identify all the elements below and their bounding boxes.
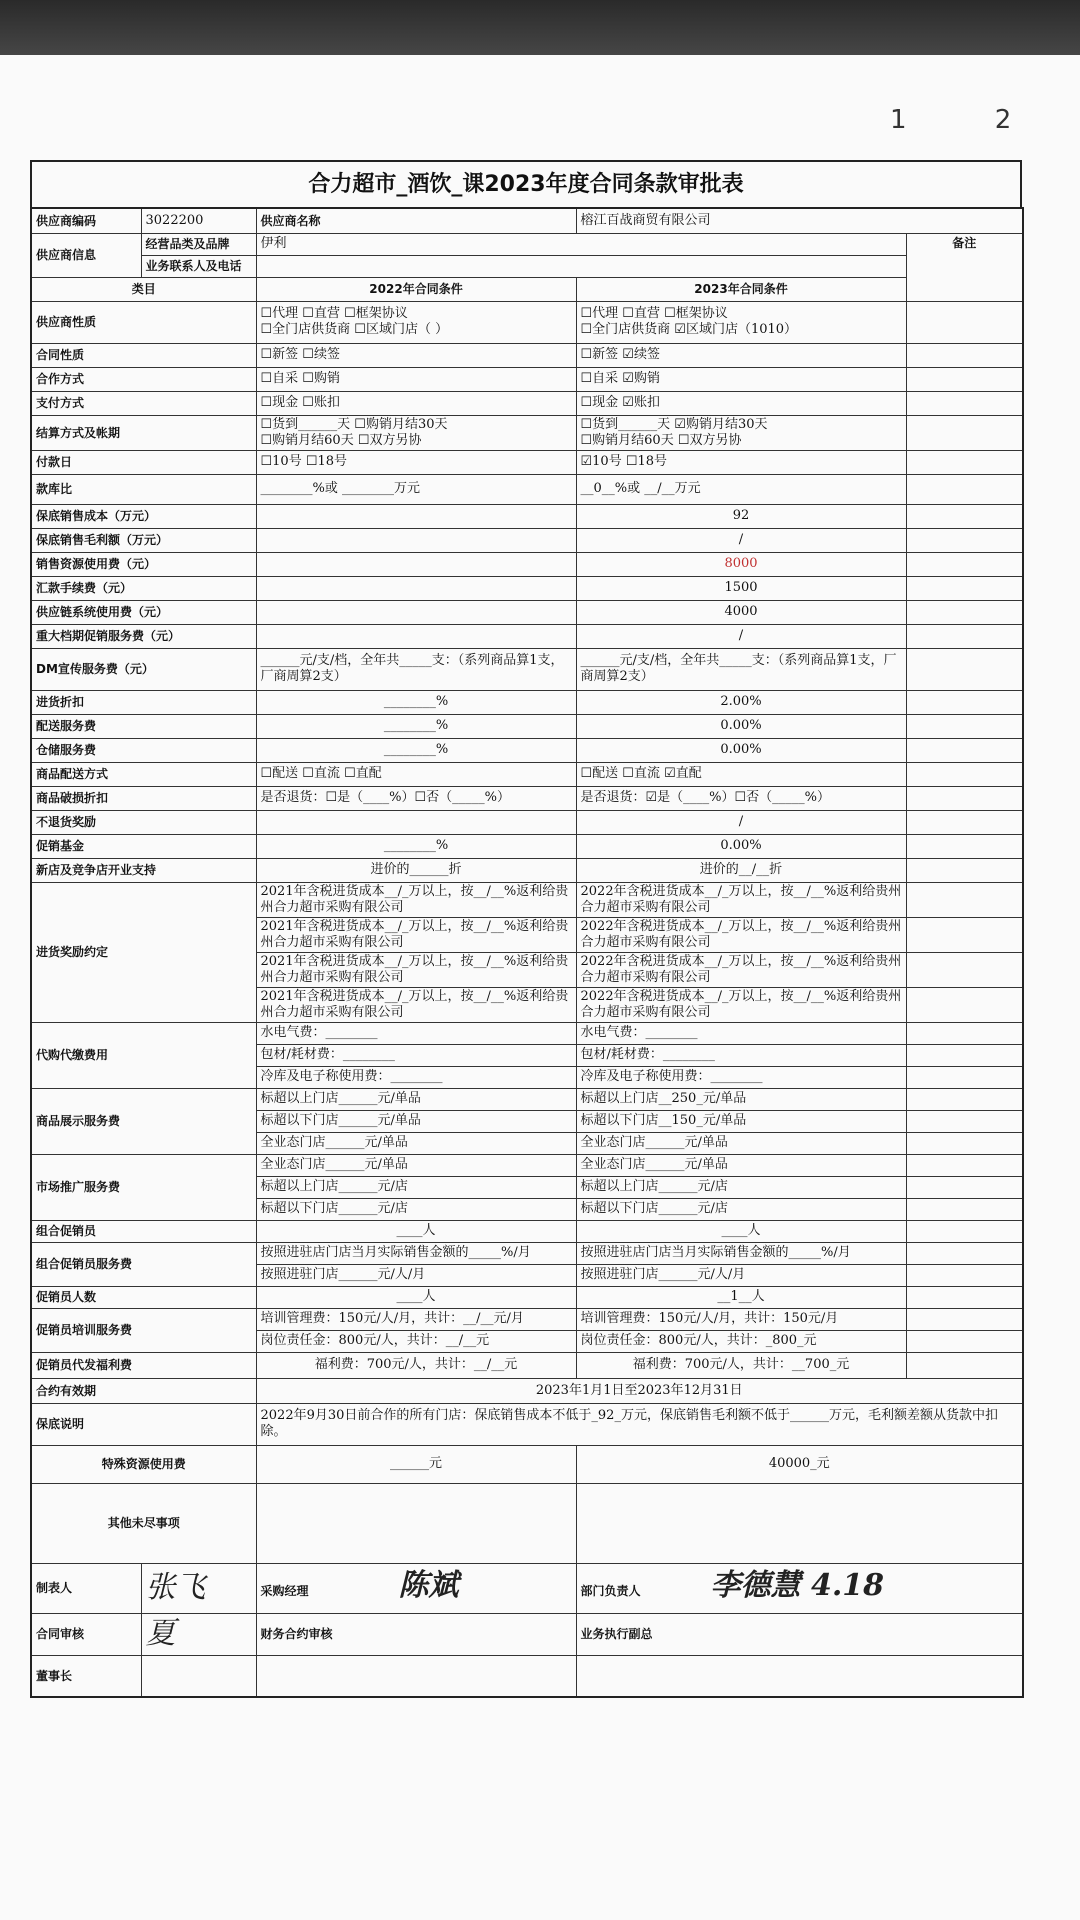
guarantee-label: 保底说明 [31, 1403, 256, 1445]
term-2023-value: ☐代理 ☐直营 ☐框架协议 ☐全门店供货商 ☑区域门店（1010） [576, 301, 906, 343]
term-remark [906, 1110, 1023, 1132]
term-remark [906, 391, 1023, 415]
market-label: 市场推广服务费 [31, 1154, 256, 1220]
promoter-v2023-line: ____人 [576, 1220, 906, 1242]
term-remark [906, 528, 1023, 552]
term-remark [906, 367, 1023, 391]
welfare-v2022-line: 福利费：700元/人，共计：__/__元 [256, 1352, 576, 1378]
column-2023: 2023年合同条件 [576, 277, 906, 301]
training-row [31, 1308, 1023, 1330]
term-2023-value: ☑10号 ☐18号 [576, 450, 906, 474]
display-v2023-line: 全业态门店______元/单品 [576, 1132, 906, 1154]
term-remark [906, 987, 1023, 1022]
chairman-blank-2 [576, 1655, 1023, 1697]
term-2023-value: 0.00% [576, 834, 906, 858]
term-2022-value: ☐新签 ☐续签 [256, 343, 576, 367]
promoter_count-v2023-line: __1__人 [576, 1286, 906, 1308]
term-2023-value: ☐配送 ☐直流 ☑直配 [576, 762, 906, 786]
term-remark [906, 738, 1023, 762]
promoter_count-label: 促销员人数 [31, 1286, 256, 1308]
display-v2022-line: 全业态门店______元/单品 [256, 1132, 576, 1154]
supplier-name-label: 供应商名称 [256, 208, 576, 233]
term-remark [906, 1022, 1023, 1044]
term-row [31, 528, 1023, 552]
agency-v2023-line: 包材/耗材费：________ [576, 1044, 906, 1066]
display-row [31, 1088, 1023, 1110]
term-2023-value: ______元/支/档，全年共_____支：（系列商品算1支，厂商周算2支） [576, 648, 906, 690]
term-remark [906, 474, 1023, 504]
term-remark [906, 1286, 1023, 1308]
term-remark [906, 1132, 1023, 1154]
term-2023-value: 是否退货：☑是（____%）☐否（_____%） [576, 786, 906, 810]
agency-v2022-line: 水电气费：________ [256, 1022, 576, 1044]
other-matters-2023 [576, 1483, 1023, 1563]
term-row [31, 834, 1023, 858]
term-label: 进货折扣 [31, 690, 256, 714]
term-remark [906, 415, 1023, 450]
term-2023-value: ☐货到______天 ☑购销月结30天 ☐购销月结60天 ☐双方另协 [576, 415, 906, 450]
training-v2023-line: 培训管理费：150元/人/月，共计：150元/月 [576, 1308, 906, 1330]
promoter_fee-v2022-line: 按照进驻店门店当月实际销售金额的_____%/月 [256, 1242, 576, 1264]
column-item: 类目 [31, 277, 256, 301]
term-2023-value: 1500 [576, 576, 906, 600]
vp-label: 业务执行副总 [576, 1613, 1023, 1655]
term-remark [906, 1242, 1023, 1264]
term-remark [906, 917, 1023, 952]
term-row [31, 762, 1023, 786]
display-v2023-line: 标超以下门店__150_元/单品 [576, 1110, 906, 1132]
term-2022-value [256, 624, 576, 648]
chairman-blank-1 [256, 1655, 576, 1697]
training-v2022-line: 岗位责任金：800元/人，共计：__/__元 [256, 1330, 576, 1352]
term-2022-value [256, 576, 576, 600]
supplier-code-value: 3022200 [141, 208, 256, 233]
rebate-v2023-line: 2022年含税进货成本__/_万以上，按__/__%返利给贵州合力超市采购有限公司 [576, 952, 906, 987]
other-matters-2022 [256, 1483, 576, 1563]
special-fee-2022: ______元 [256, 1445, 576, 1483]
term-remark [906, 762, 1023, 786]
term-row [31, 648, 1023, 690]
validity-value: 2023年1月1日至2023年12月31日 [256, 1378, 1023, 1403]
term-2022-value: ______元/支/档，全年共_____支：（系列商品算1支，厂商周算2支） [256, 648, 576, 690]
term-2022-value: ☐10号 ☐18号 [256, 450, 576, 474]
market-v2022-line: 标超以上门店______元/店 [256, 1176, 576, 1198]
term-row [31, 810, 1023, 834]
term-row [31, 624, 1023, 648]
term-label: 新店及竞争店开业支持 [31, 858, 256, 882]
term-remark [906, 1176, 1023, 1198]
term-remark [906, 810, 1023, 834]
term-2022-value [256, 504, 576, 528]
term-row [31, 474, 1023, 504]
buyer-signature: 陈斌 [398, 1567, 459, 1603]
dept-head-label [576, 1563, 1023, 1613]
promoter_fee-v2023-line: 按照进驻门店______元/人/月 [576, 1264, 906, 1286]
term-row [31, 786, 1023, 810]
term-label: 促销基金 [31, 834, 256, 858]
other-matters-label: 其他未尽事项 [31, 1483, 256, 1563]
term-label: 汇款手续费（元） [31, 576, 256, 600]
term-2023-value: ☐新签 ☑续签 [576, 343, 906, 367]
dept-head-signature: 李德慧 4.18 [710, 1567, 885, 1603]
training-label: 促销员培训服务费 [31, 1308, 256, 1352]
maker-signature: 张飞 [141, 1563, 256, 1613]
term-2022-value: ☐配送 ☐直流 ☐直配 [256, 762, 576, 786]
term-label: DM宣传服务费（元） [31, 648, 256, 690]
term-row [31, 552, 1023, 576]
term-2023-value: 92 [576, 504, 906, 528]
audit-signature: 夏 [141, 1613, 256, 1655]
term-2023-value: 0.00% [576, 714, 906, 738]
term-remark [906, 1154, 1023, 1176]
rebate-v2023-line: 2022年含税进货成本__/_万以上，按__/__%返利给贵州合力超市采购有限公司 [576, 987, 906, 1022]
term-2023-value: / [576, 810, 906, 834]
term-2022-value: ________%或 ________万元 [256, 474, 576, 504]
training-v2023-line: 岗位责任金：800元/人，共计：_800_元 [576, 1330, 906, 1352]
term-remark [906, 1352, 1023, 1378]
validity-label: 合约有效期 [31, 1378, 256, 1403]
market-v2022-line: 标超以下门店______元/店 [256, 1198, 576, 1220]
term-row [31, 301, 1023, 343]
rebate-label: 进货奖励约定 [31, 882, 256, 1022]
term-label: 合作方式 [31, 367, 256, 391]
dept-head-label-text: 部门负责人 [580, 1583, 641, 1598]
term-2022-value: ________% [256, 690, 576, 714]
market-v2023-line: 全业态门店______元/单品 [576, 1154, 906, 1176]
term-remark [906, 1264, 1023, 1286]
term-remark [906, 882, 1023, 917]
supplier-name-value: 榕江百战商贸有限公司 [576, 208, 1023, 233]
promoter-label: 组合促销员 [31, 1220, 256, 1242]
market-v2023-line: 标超以下门店______元/店 [576, 1198, 906, 1220]
term-row [31, 367, 1023, 391]
term-remark [906, 858, 1023, 882]
term-remark [906, 1044, 1023, 1066]
term-2022-value: ☐自采 ☐购销 [256, 367, 576, 391]
rebate-v2023-line: 2022年含税进货成本__/_万以上，按__/__%返利给贵州合力超市采购有限公司 [576, 882, 906, 917]
term-label: 供应链系统使用费（元） [31, 600, 256, 624]
term-remark [906, 834, 1023, 858]
chairman-signature [141, 1655, 256, 1697]
term-2022-value: ☐货到______天 ☐购销月结30天 ☐购销月结60天 ☐双方另协 [256, 415, 576, 450]
market-v2023-line: 标超以上门店______元/店 [576, 1176, 906, 1198]
special-fee-2023: 40000_元 [576, 1445, 1023, 1483]
term-2022-value: ________% [256, 738, 576, 762]
terms-rows [31, 301, 1023, 882]
term-remark [906, 1220, 1023, 1242]
term-remark [906, 552, 1023, 576]
term-row [31, 858, 1023, 882]
rebate-v2022-line: 2021年含税进货成本__/_万以上，按__/__%返利给贵州合力超市采购有限公司 [256, 952, 576, 987]
training-v2022-line: 培训管理费：150元/人/月，共计：__/__元/月 [256, 1308, 576, 1330]
audit-label: 合同审核 [31, 1613, 141, 1655]
term-label: 配送服务费 [31, 714, 256, 738]
term-2022-value [256, 552, 576, 576]
supplier-code-label: 供应商编码 [31, 208, 141, 233]
term-remark [906, 600, 1023, 624]
market-v2022-line: 全业态门店______元/单品 [256, 1154, 576, 1176]
chairman-label: 董事长 [31, 1655, 141, 1697]
term-remark [906, 343, 1023, 367]
agency-row [31, 1022, 1023, 1044]
remarks-label: 备注 [906, 233, 1023, 301]
agency-v2022-line: 包材/耗材费：________ [256, 1044, 576, 1066]
term-label: 销售资源使用费（元） [31, 552, 256, 576]
term-label: 仓储服务费 [31, 738, 256, 762]
form-table [30, 207, 1024, 1698]
term-2023-value: 2.00% [576, 690, 906, 714]
term-label: 结算方式及帐期 [31, 415, 256, 450]
contact-label: 业务联系人及电话 [141, 255, 256, 277]
term-remark [906, 624, 1023, 648]
handwritten-page-marks: 1 2 [890, 105, 1052, 135]
term-label: 款库比 [31, 474, 256, 504]
term-remark [906, 1198, 1023, 1220]
term-2023-value: / [576, 528, 906, 552]
term-remark [906, 1066, 1023, 1088]
display-v2023-line: 标超以上门店__250_元/单品 [576, 1088, 906, 1110]
term-remark [906, 952, 1023, 987]
special-fee-label: 特殊资源使用费 [31, 1445, 256, 1483]
term-label: 合同性质 [31, 343, 256, 367]
term-label: 保底销售毛利额（万元） [31, 528, 256, 552]
term-label: 支付方式 [31, 391, 256, 415]
maker-label: 制表人 [31, 1563, 141, 1613]
rebate-v2022-line: 2021年含税进货成本__/_万以上，按__/__%返利给贵州合力超市采购有限公司 [256, 917, 576, 952]
multi-line-rows [31, 882, 1023, 1378]
term-2023-value: 进价的__/__折 [576, 858, 906, 882]
category-brand-label: 经营品类及品牌 [141, 233, 256, 255]
welfare-row [31, 1352, 1023, 1378]
market-row [31, 1154, 1023, 1176]
term-2023-value: __0__%或 __/__万元 [576, 474, 906, 504]
buyer-label-text: 采购经理 [260, 1583, 309, 1598]
promoter_fee-v2023-line: 按照进驻店门店当月实际销售金额的_____%/月 [576, 1242, 906, 1264]
term-2022-value: ________% [256, 714, 576, 738]
term-label: 商品配送方式 [31, 762, 256, 786]
term-row [31, 576, 1023, 600]
term-2023-value: ☐现金 ☑账扣 [576, 391, 906, 415]
term-2022-value: 进价的______折 [256, 858, 576, 882]
contact-value [256, 255, 906, 277]
rebate-v2022-line: 2021年含税进货成本__/_万以上，按__/__%返利给贵州合力超市采购有限公司 [256, 882, 576, 917]
term-remark [906, 450, 1023, 474]
term-label: 商品破损折扣 [31, 786, 256, 810]
term-2023-value: 8000 [576, 552, 906, 576]
term-row [31, 391, 1023, 415]
term-2023-value: ☐自采 ☑购销 [576, 367, 906, 391]
term-2022-value: ________% [256, 834, 576, 858]
term-remark [906, 504, 1023, 528]
agency-v2023-line: 水电气费：________ [576, 1022, 906, 1044]
term-2023-value: 0.00% [576, 738, 906, 762]
term-row [31, 415, 1023, 450]
term-2022-value [256, 528, 576, 552]
promoter_count-v2022-line: ____人 [256, 1286, 576, 1308]
term-row [31, 714, 1023, 738]
approval-form [30, 160, 1022, 1698]
term-2022-value: ☐代理 ☐直营 ☐框架协议 ☐全门店供货商 ☐区域门店（ ） [256, 301, 576, 343]
column-2022: 2022年合同条件 [256, 277, 576, 301]
buyer-label [256, 1563, 576, 1613]
term-remark [906, 1088, 1023, 1110]
promoter-row [31, 1220, 1023, 1242]
term-label: 保底销售成本（万元） [31, 504, 256, 528]
term-row [31, 450, 1023, 474]
term-row [31, 343, 1023, 367]
term-remark [906, 648, 1023, 690]
form-title: 合力超市_酒饮_课2023年度合同条款审批表 [30, 160, 1022, 207]
promoter-v2022-line: ____人 [256, 1220, 576, 1242]
promoter_fee-label: 组合促销员服务费 [31, 1242, 256, 1286]
promoter_fee-v2022-line: 按照进驻门店______元/人/月 [256, 1264, 576, 1286]
term-2023-value: / [576, 624, 906, 648]
term-2022-value: 是否退货：☐是（____%）☐否（_____%） [256, 786, 576, 810]
agency-v2023-line: 冷库及电子称使用费：________ [576, 1066, 906, 1088]
term-remark [906, 576, 1023, 600]
welfare-label: 促销员代发福利费 [31, 1352, 256, 1378]
term-label: 不退货奖励 [31, 810, 256, 834]
term-row [31, 600, 1023, 624]
term-2022-value [256, 600, 576, 624]
term-remark [906, 1308, 1023, 1330]
term-label: 重大档期促销服务费（元） [31, 624, 256, 648]
term-label: 付款日 [31, 450, 256, 474]
term-2022-value [256, 810, 576, 834]
agency-v2022-line: 冷库及电子称使用费：________ [256, 1066, 576, 1088]
term-row [31, 504, 1023, 528]
term-row [31, 690, 1023, 714]
term-2023-value: 4000 [576, 600, 906, 624]
term-row [31, 738, 1023, 762]
display-label: 商品展示服务费 [31, 1088, 256, 1154]
display-v2022-line: 标超以下门店______元/单品 [256, 1110, 576, 1132]
guarantee-value: 2022年9月30日前合作的所有门店：保底销售成本不低于_92_万元，保底销售毛利额不低于______万元，毛利额差额从货款中扣除。 [256, 1403, 1023, 1445]
display-v2022-line: 标超以上门店______元/单品 [256, 1088, 576, 1110]
term-2022-value: ☐现金 ☐账扣 [256, 391, 576, 415]
welfare-v2023-line: 福利费：700元/人，共计：__700_元 [576, 1352, 906, 1378]
finance-label: 财务合约审核 [256, 1613, 576, 1655]
supplier-info-label: 供应商信息 [31, 233, 141, 277]
term-label: 供应商性质 [31, 301, 256, 343]
category-brand-value: 伊利 [256, 233, 906, 255]
term-remark [906, 301, 1023, 343]
promoter_fee-row [31, 1242, 1023, 1264]
promoter_count-row [31, 1286, 1023, 1308]
term-remark [906, 714, 1023, 738]
rebate-row [31, 882, 1023, 917]
term-remark [906, 786, 1023, 810]
term-remark [906, 1330, 1023, 1352]
rebate-v2023-line: 2022年含税进货成本__/_万以上，按__/__%返利给贵州合力超市采购有限公司 [576, 917, 906, 952]
term-remark [906, 690, 1023, 714]
rebate-v2022-line: 2021年含税进货成本__/_万以上，按__/__%返利给贵州合力超市采购有限公司 [256, 987, 576, 1022]
agency-label: 代购代缴费用 [31, 1022, 256, 1088]
